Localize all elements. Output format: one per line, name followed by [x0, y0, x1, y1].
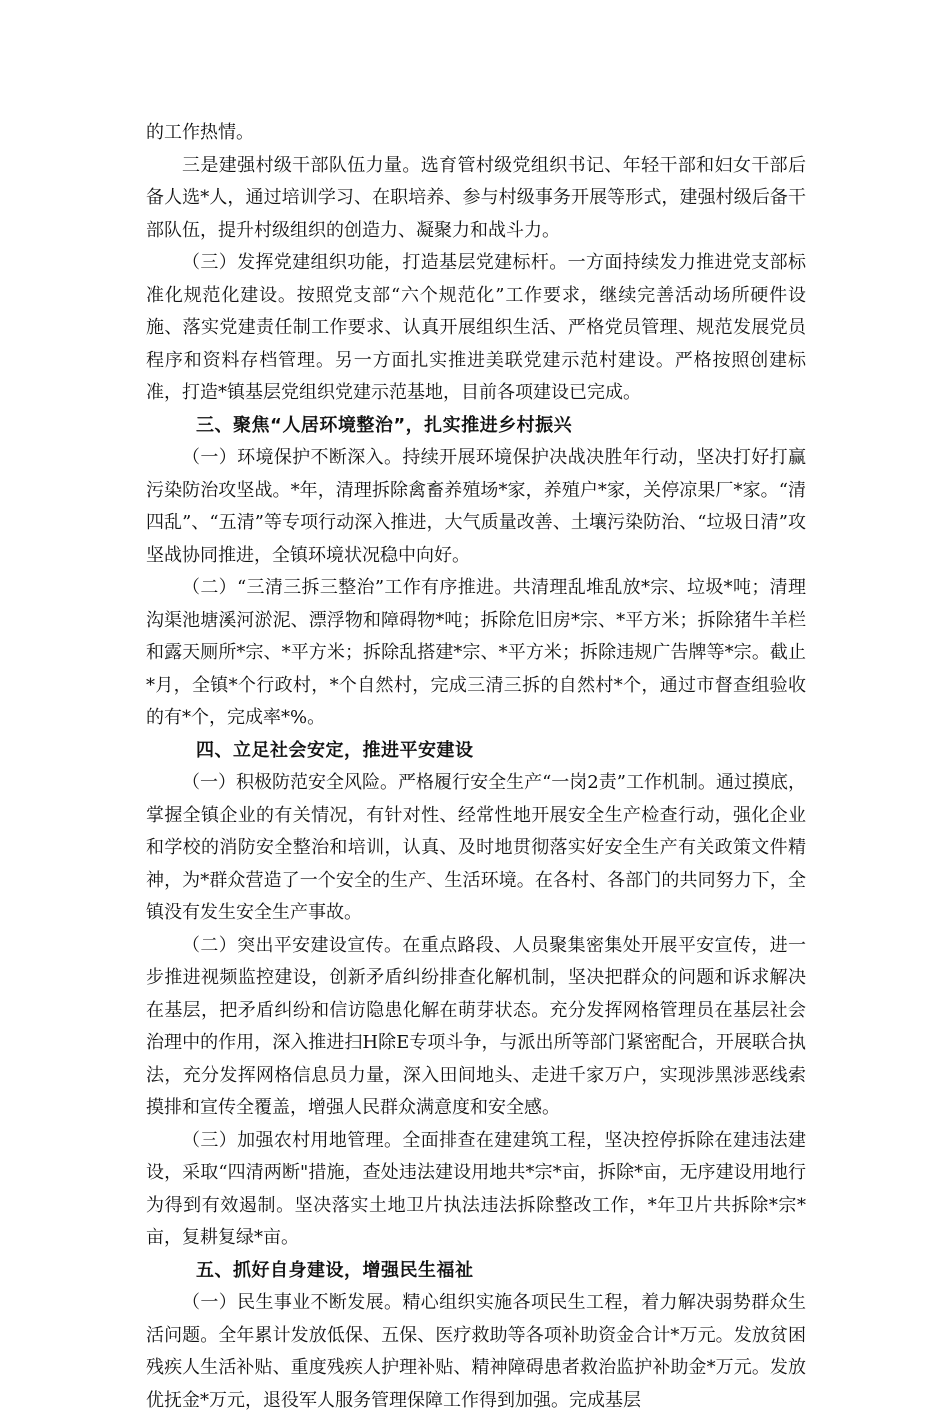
paragraph-safety-risk: （一）积极防范安全风险。严格履行安全生产“一岗2责”工作机制。通过摸底，掌握全镇企业的有关情况，有针对性、经常性地开展安全生产检查行动，强化企业和学校的消防安全整治和培训，认真、及时地贯彻落实好安全生产有关政策文件精神，为*群众营造了一个安全的生产、生活环境。在各村、各部门的共同努力下，全镇没有发生安全生产事故。: [146, 772, 806, 923]
section-heading-5: 五、抓好自身建设，增强民生福祉: [196, 1259, 474, 1281]
paragraph-three-clean: （二）“三清三拆三整治”工作有序推进。共清理乱堆乱放*宗、垃圾*吨；清理沟渠池塘溪河淤泥、漂浮物和障碍物*吨；拆除危旧房*宗、*平方米；拆除猪牛羊栏和露天厕所*宗、*平方米；拆除乱搭建*宗、*平方米；拆除违规广告牌等*宗。截止*月，全镇*个行政村，*个自然村，完成三清三拆的自然村*个，通过市督查组验收的有*个，完成率*%。: [146, 577, 806, 728]
section-heading-3: 三、聚焦“人居环境整治”，扎实推进乡村振兴: [196, 414, 573, 436]
paragraph-continuation: 的工作热情。: [146, 122, 254, 143]
paragraph-livelihood: （一）民生事业不断发展。精心组织实施各项民生工程，着力解决弱势群众生活问题。全年累计发放低保、五保、医疗救助等各项补助资金合计*万元。发放贫困残疾人生活补贴、重度残疾人护理补贴、精神障碍患者救治监护补助金*万元。发放优抚金*万元，退役军人服务管理保障工作得到加强。完成基层: [146, 1292, 806, 1411]
paragraph-safety-publicity: （二）突出平安建设宣传。在重点路段、人员聚集密集处开展平安宣传，进一步推进视频监控建设，创新矛盾纠纷排查化解机制，坚决把群众的问题和诉求解决在基层，把矛盾纠纷和信访隐患化解在萌芽状态。充分发挥网格管理员在基层社会治理中的作用，深入推进扫H除E专项斗争，与派出所等部门紧密配合，开展联合执法，充分发挥网格信息员力量，深入田间地头、走进千家万户，实现涉黑涉恶线索摸排和宣传全覆盖，增强人民群众满意度和安全感。: [146, 934, 806, 1118]
paragraph-environment: （一）环境保护不断深入。持续开展环境保护决战决胜年行动，坚决打好打赢污染防治攻坚战。*年，清理拆除禽畜养殖场*家，养殖户*家，关停凉果厂*家。“清四乱”、“五清”等专项行动深入推进，大气质量改善、土壤污染防治、“垃圾日清”攻坚战协同推进，全镇环境状况稳中向好。: [146, 447, 806, 566]
paragraph-village-cadres: 三是建强村级干部队伍力量。选育管村级党组织书记、年轻干部和妇女干部后备人选*人，通过培训学习、在职培养、参与村级事务开展等形式，建强村级后备干部队伍，提升村级组织的创造力、凝聚力和战斗力。: [146, 154, 806, 241]
paragraph-party-function: （三）发挥党建组织功能，打造基层党建标杆。一方面持续发力推进党支部标准化规范化建设。按照党支部“六个规范化”工作要求，继续完善活动场所硬件设施、落实党建责任制工作要求、认真开展组织生活、严格党员管理、规范发展党员程序和资料存档管理。另一方面扎实推进美联党建示范村建设。严格按照创建标准，打造*镇基层党组织党建示范基地，目前各项建设已完成。: [146, 252, 806, 403]
paragraph-land-management: （三）加强农村用地管理。全面排查在建建筑工程，坚决控停拆除在建违法建设，采取“四清两断"措施，查处违法建设用地共*宗*亩，拆除*亩，无序建设用地行为得到有效遏制。坚决落实土地卫片执法违法拆除整改工作，*年卫片共拆除*宗*亩，复耕复绿*亩。: [146, 1129, 806, 1248]
section-heading-4: 四、立足社会安定，推进平安建设: [196, 739, 474, 761]
document-page: [146, 117, 806, 1417]
